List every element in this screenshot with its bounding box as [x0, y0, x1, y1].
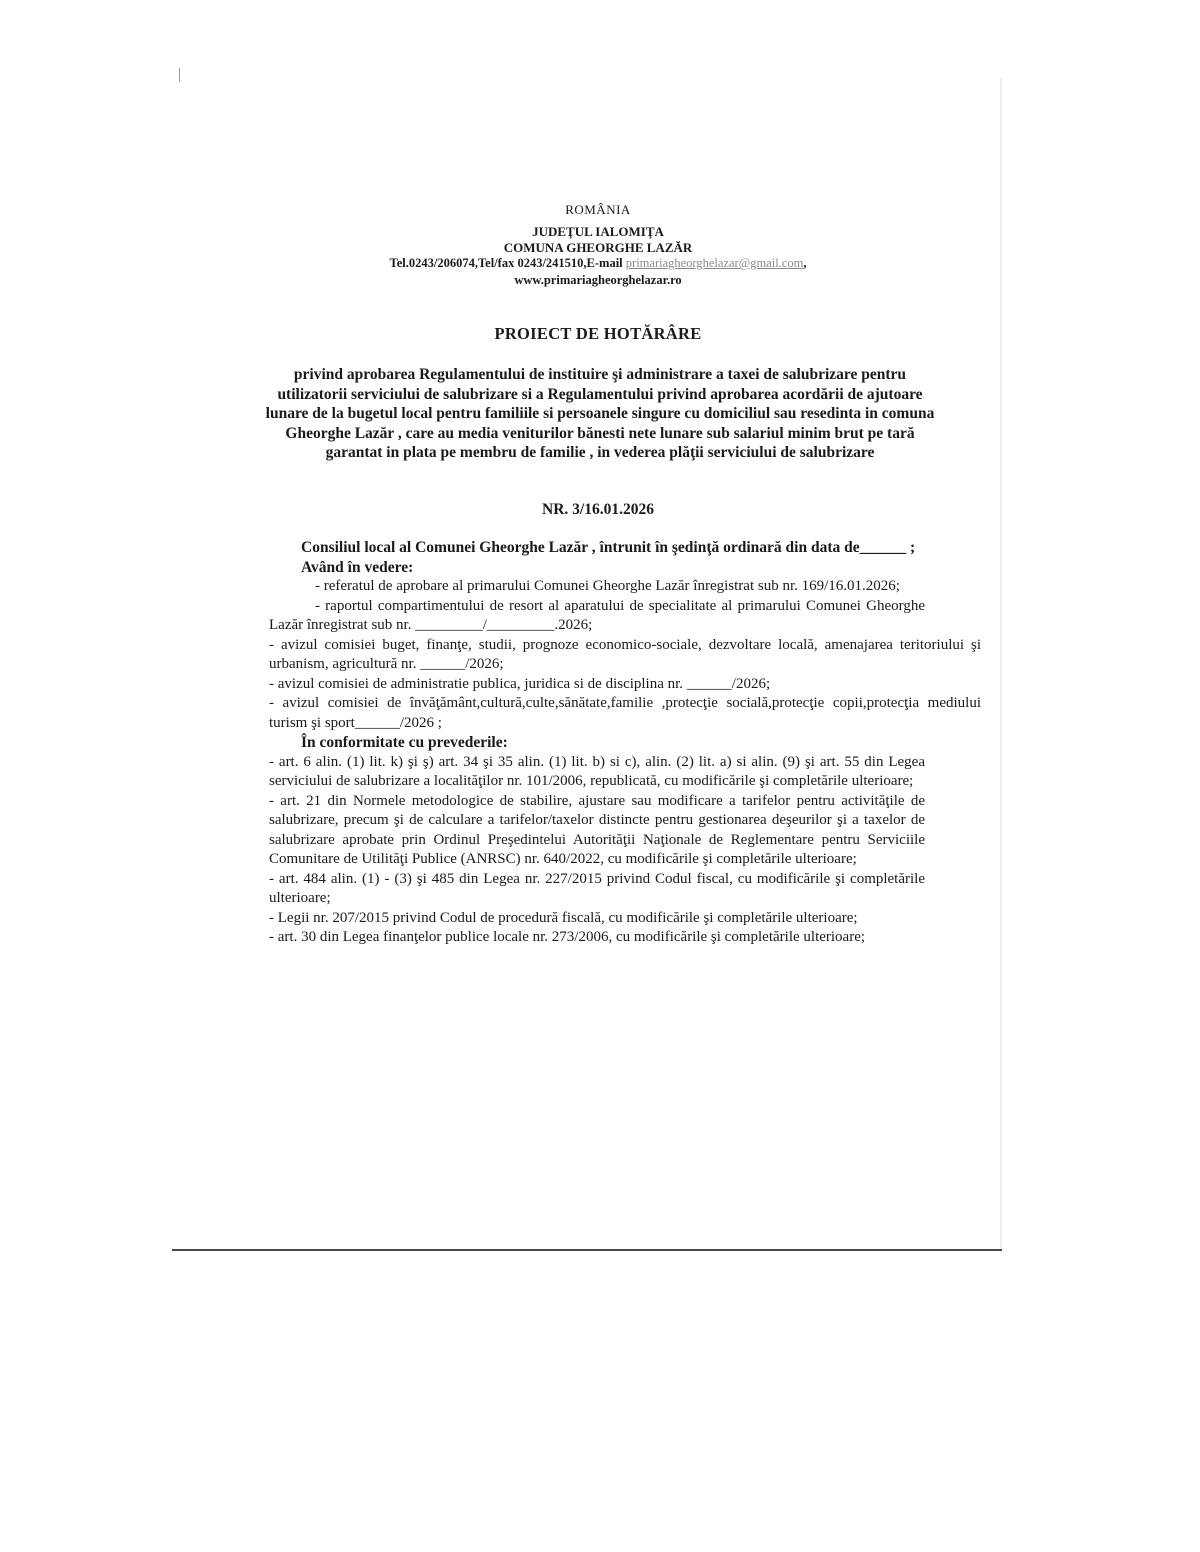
document-body [269, 538, 981, 948]
header-county: JUDEŢUL IALOMIŢA [532, 224, 664, 239]
considering-item: - avizul comisiei de administratie publica, juridica si de disciplina nr. ______/2026; [269, 675, 771, 692]
header-contact [268, 256, 928, 271]
scan-page-edge-bottom [172, 1249, 1002, 1251]
header-country: ROMÂNIA [565, 202, 631, 217]
conformity-item: - Legii nr. 207/2015 privind Codul de procedură fiscală, cu modificările şi completările ulterioare; [269, 909, 858, 926]
considering-item: - referatul de aprobare al primarului Comunei Gheorghe Lazăr înregistrat sub nr. 169/16.01.2026; [315, 578, 900, 594]
council-statement: Consiliul local al Comunei Gheorghe Lazăr , întrunit în şedinţă ordinară din data de______ ; [301, 539, 916, 556]
conformity-heading: În conformitate cu prevederile: [301, 734, 508, 751]
scan-page-edge-right [1000, 78, 1002, 1250]
header-website[interactable]: www.primariagheorghelazar.ro [514, 273, 682, 287]
considering-item: - avizul comisiei de învăţământ,cultură,culte,sănătate,familie ,protecţie socială,protecţie copii,protecţia mediului turism şi sport______/2026 ; [269, 695, 981, 731]
considering-item: - raportul compartimentului de resort al aparatului de specialitate al primarului Comunei Gheorghe Lazăr înregistrat sub nr. _________/_________.2026; [269, 597, 925, 633]
document-subject: privind aprobarea Regulamentului de instituire şi administrare a taxei de salubrizare pentru utilizatorii serviciului de salubrizare si a Regulamentului privind aprobarea acordării de ajutoare lunare de la bugetul local pentru familiile si persoanele singure cu domiciliul sau resedinta in comuna Gheorghe Lazăr , care au media veniturilor bănesti nete lunare sub salariul minim brut pe tară garantat in plata pe membru de familie , in vederea plăţii serviciului de salubrizare [265, 366, 935, 461]
contact-phone: Tel.0243/206074,Tel/fax 0243/241510,E-mail [389, 256, 626, 270]
conformity-item: - art. 30 din Legea finanţelor publice locale nr. 273/2006, cu modificările şi completările ulterioare; [269, 929, 866, 945]
document-title: PROIECT DE HOTĂRÂRE [494, 324, 702, 343]
contact-suffix: , [803, 256, 807, 270]
header-commune: COMUNA GHEORGHE LAZĂR [503, 240, 693, 255]
conformity-item: - art. 484 alin. (1) - (3) şi 485 din Legea nr. 227/2015 privind Codul fiscal, cu modificările şi completările ulterioare; [269, 870, 925, 906]
document-number: NR. 3/16.01.2026 [542, 501, 654, 518]
considering-heading: Având în vedere: [301, 558, 414, 576]
conformity-item: - art. 21 din Normele metodologice de stabilire, ajustare sau modificare a tarifelor pentru activităţile de salubrizare, precum şi de calculare a tarifelor/taxelor distincte pentru gestionarea deşeurilor şi a taxelor de salubrizare aprobate prin Ordinul Preşedintelui Autorităţii Naţionale de Reglementare pentru Serviciile Comunitare de Utilităţi Publice (ANRSC) nr. 640/2022, cu modificările şi completările ulterioare; [269, 792, 925, 867]
scan-mark [179, 68, 180, 82]
email-link[interactable]: primariagheorghelazar@gmail.com [625, 256, 804, 270]
conformity-item: - art. 6 alin. (1) lit. k) şi ş) art. 34 şi 35 alin. (1) lit. b) si c), alin. (2) lit. a) si alin. (9) şi art. 55 din Legea serviciului de salubrizare a localităţilor nr. 101/2006, republicată, cu modificările şi completările ulterioare; [269, 753, 925, 789]
considering-item: - avizul comisiei buget, finanţe, studii, prognoze economico-sociale, dezvoltare locală, amenajarea teritoriului şi urbanism, agricultură nr. ______/2026; [269, 636, 981, 672]
